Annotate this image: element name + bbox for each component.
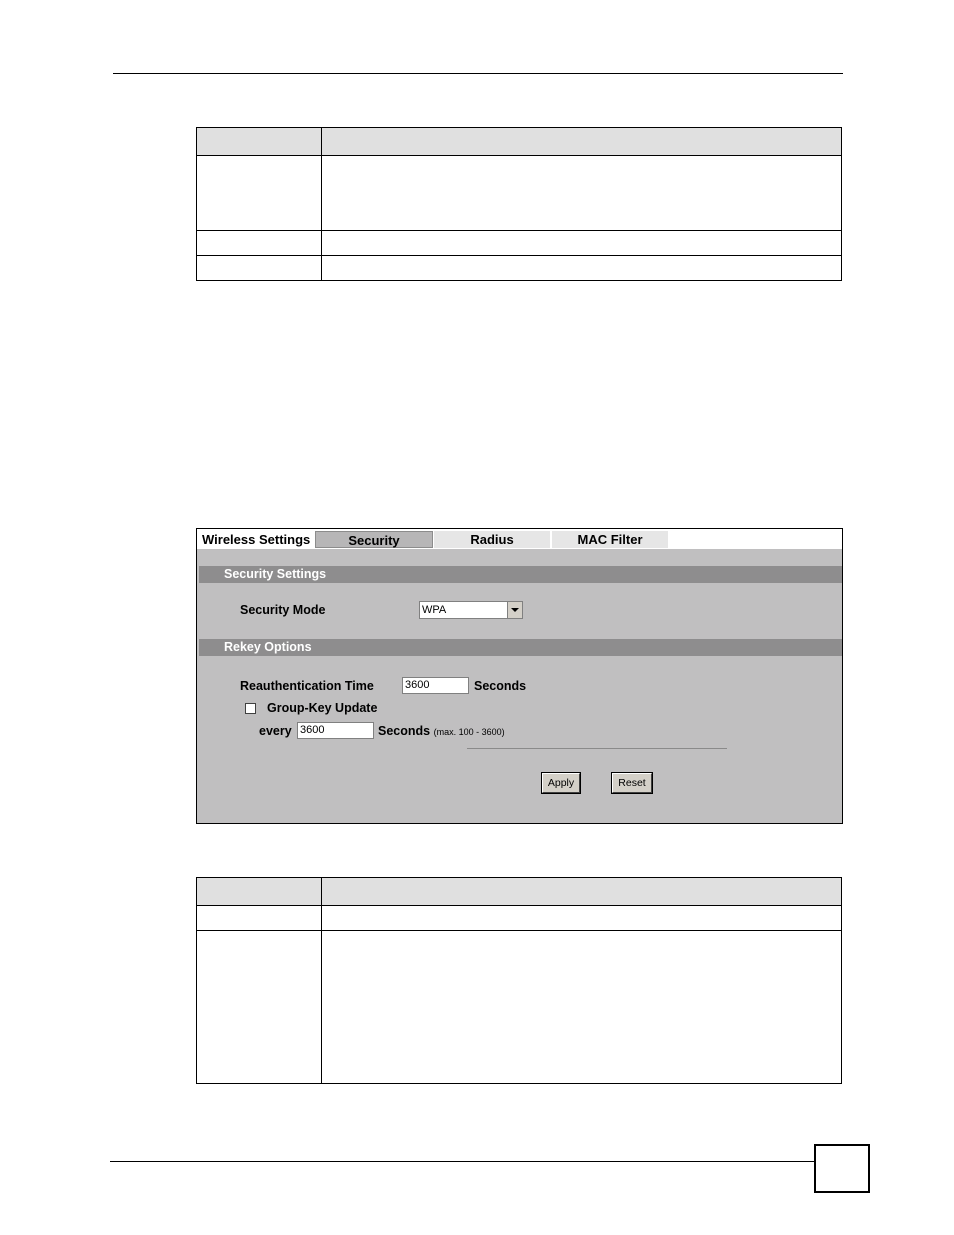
bottom-table	[196, 877, 842, 1084]
reauth-unit-label: Seconds	[474, 679, 527, 693]
reauth-time-input[interactable]: 3600	[402, 677, 469, 694]
group-key-interval-input[interactable]: 3600	[297, 722, 374, 739]
tab-security[interactable]: Security	[315, 531, 433, 548]
every-unit-text: Seconds	[378, 724, 431, 738]
security-mode-label: Security Mode	[240, 603, 326, 617]
chevron-down-icon[interactable]	[507, 602, 522, 618]
section-rekey-options: Rekey Options	[199, 639, 842, 656]
tab-wireless-settings[interactable]: Wireless Settings	[202, 532, 311, 547]
footer-rule	[110, 1161, 814, 1162]
group-key-checkbox[interactable]	[245, 703, 256, 714]
top-table	[196, 127, 842, 281]
every-unit-label	[378, 724, 505, 738]
group-key-label: Group-Key Update	[267, 701, 378, 715]
page-number-box	[814, 1144, 870, 1193]
section-security-settings: Security Settings	[199, 566, 842, 583]
reauth-time-label: Reauthentication Time	[240, 679, 374, 693]
tab-radius[interactable]: Radius	[434, 531, 550, 548]
tab-mac-filter[interactable]: MAC Filter	[552, 531, 668, 548]
divider	[467, 748, 727, 749]
apply-button[interactable]: Apply	[542, 773, 580, 793]
reset-button[interactable]: Reset	[612, 773, 652, 793]
security-mode-select[interactable]	[419, 601, 523, 619]
security-mode-value: WPA	[422, 604, 447, 616]
tab-bar	[197, 529, 842, 549]
wireless-security-panel	[196, 528, 843, 824]
every-label: every	[259, 724, 292, 738]
range-hint: (max. 100 - 3600)	[433, 727, 505, 737]
header-rule	[113, 73, 843, 74]
